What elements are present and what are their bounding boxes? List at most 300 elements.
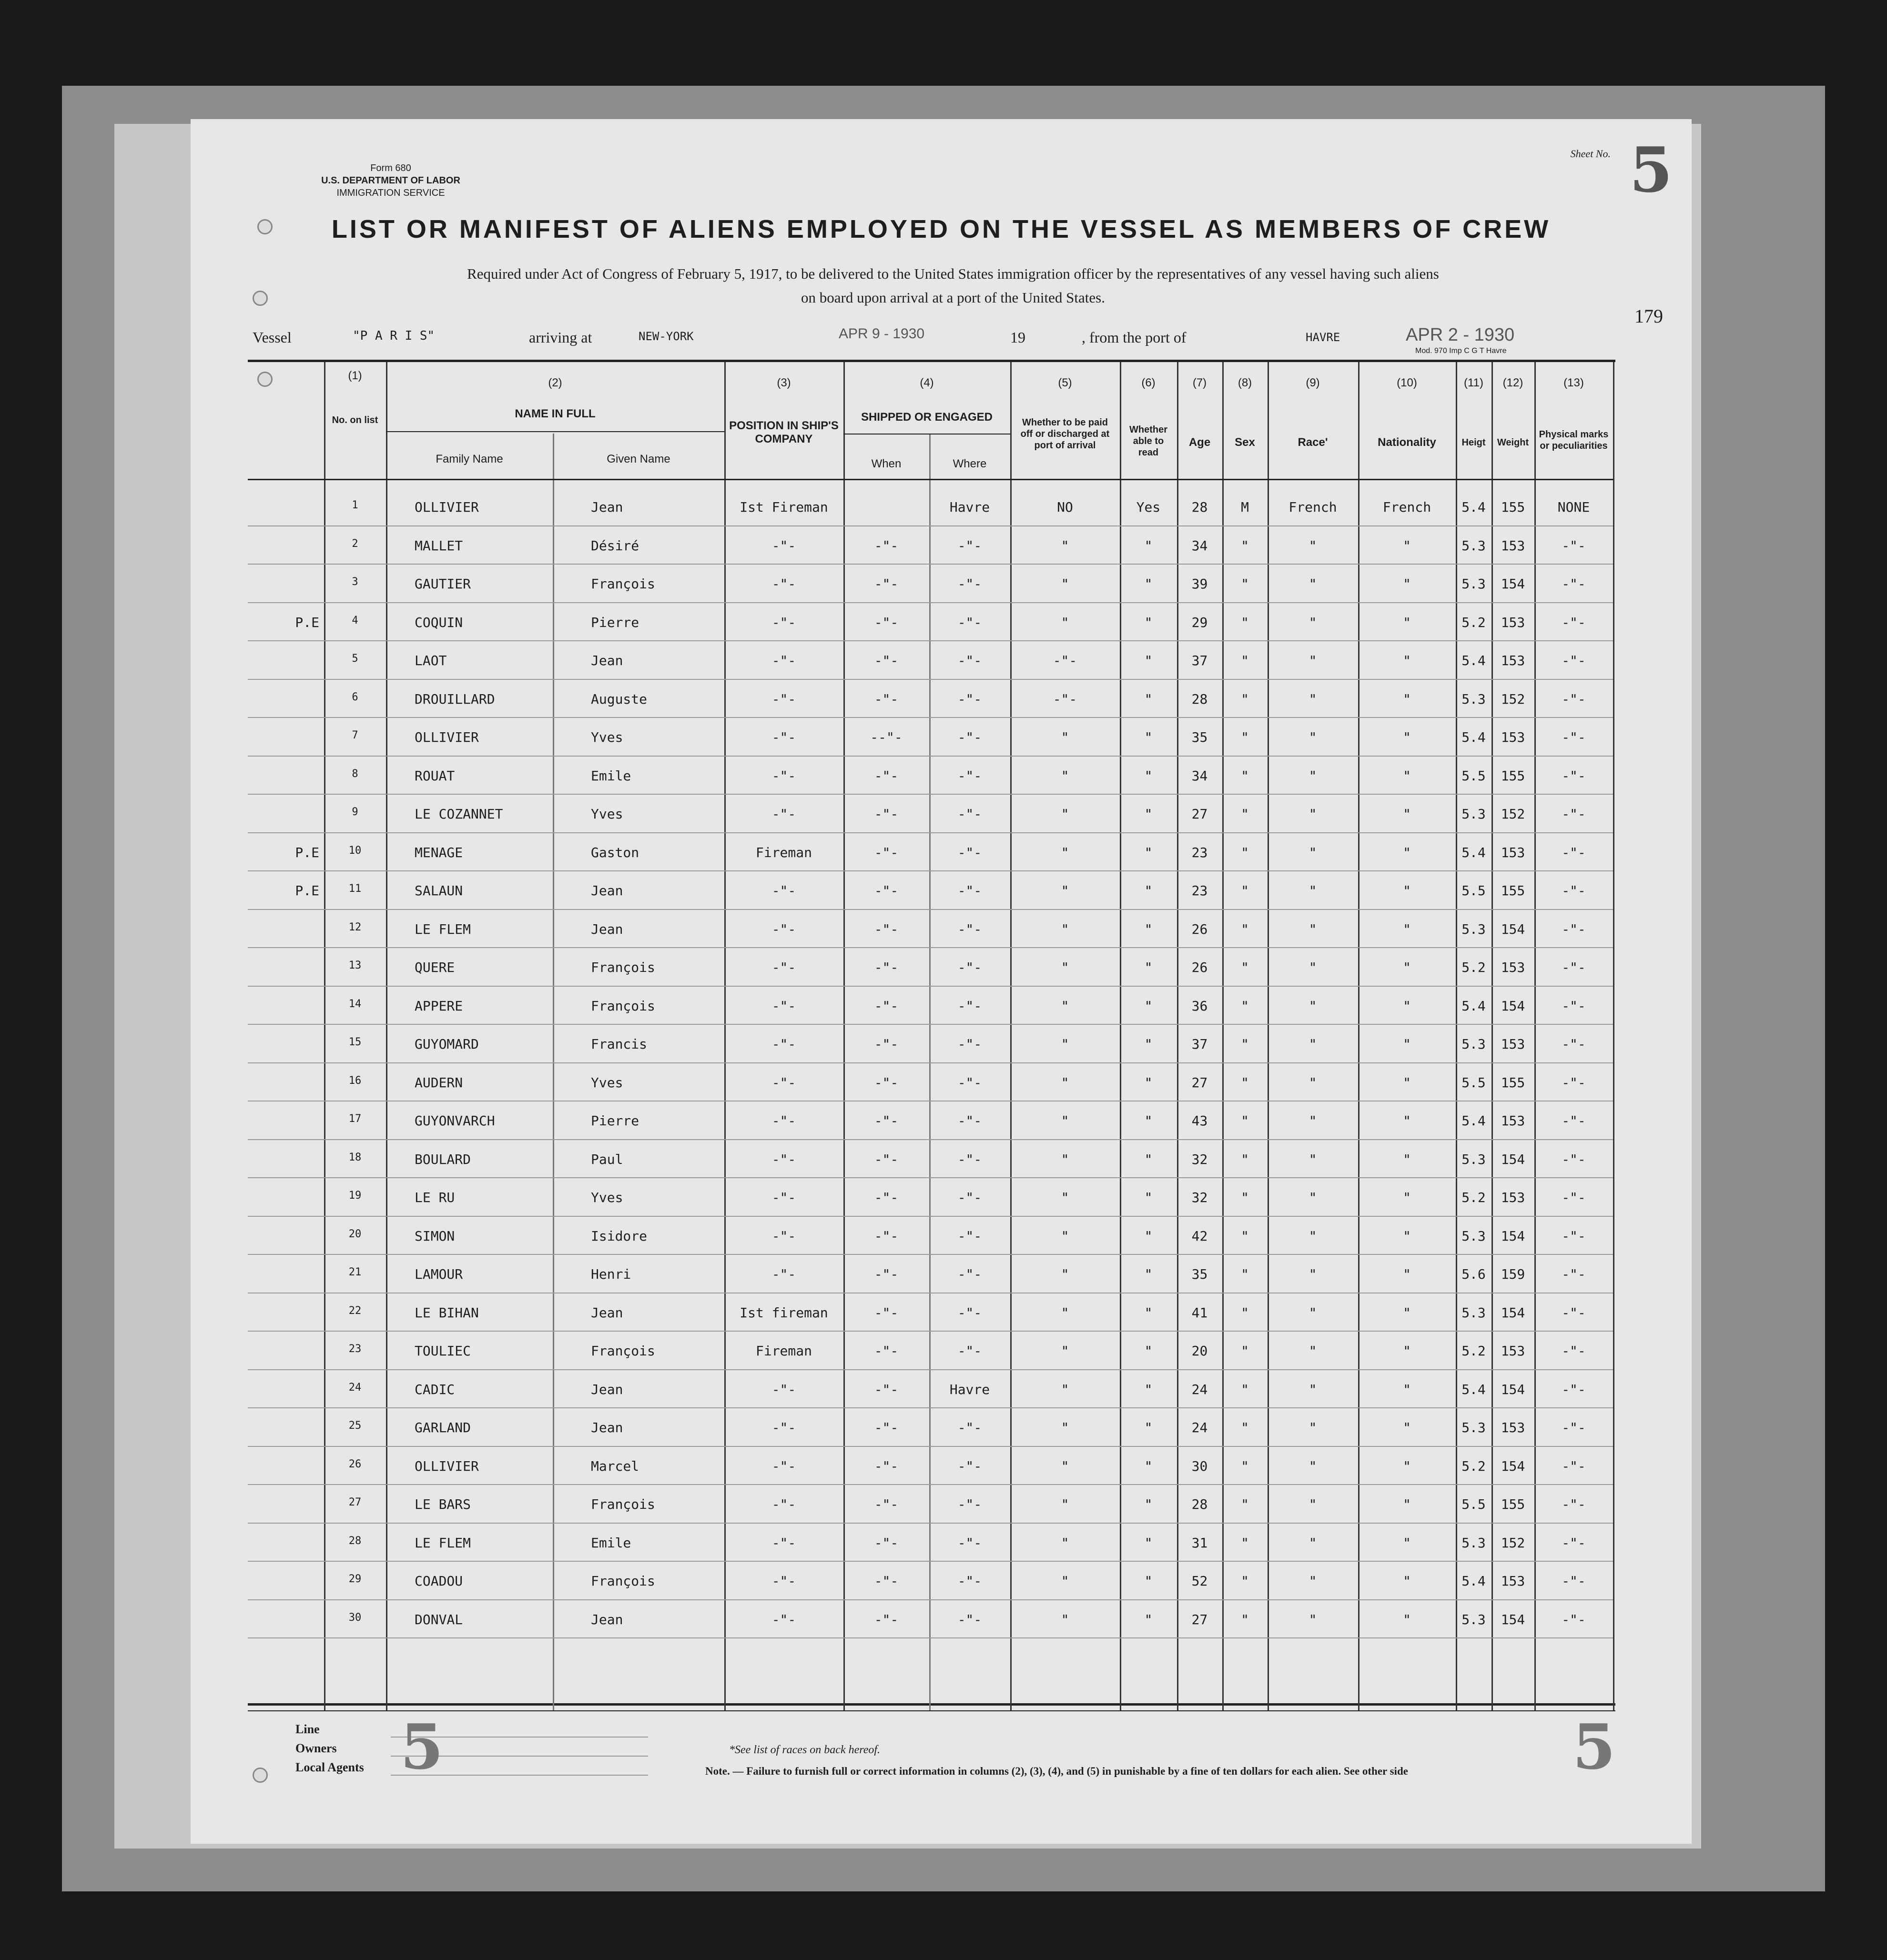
cell-marks: -"- bbox=[1562, 1266, 1586, 1282]
cell-when: -"- bbox=[874, 883, 899, 899]
cell-age: 31 bbox=[1191, 1535, 1208, 1551]
cell-weight: 154 bbox=[1501, 921, 1525, 937]
cell-paid: " bbox=[1061, 921, 1069, 937]
cell-sex: " bbox=[1241, 653, 1249, 668]
punch-hole bbox=[253, 291, 268, 306]
cell-sex: " bbox=[1241, 614, 1249, 630]
cell-weight: 153 bbox=[1501, 729, 1525, 745]
cell-paid: NO bbox=[1057, 499, 1073, 515]
cell-read: Yes bbox=[1136, 499, 1161, 515]
cell-given: Jean bbox=[591, 499, 623, 515]
cell-where: Havre bbox=[949, 499, 990, 515]
arriving-label: arriving at bbox=[529, 329, 592, 346]
table-bottom-rule-2 bbox=[248, 1710, 1615, 1711]
cell-age: 27 bbox=[1191, 1074, 1208, 1091]
cell-nationality: " bbox=[1403, 576, 1411, 592]
cell-no: 24 bbox=[348, 1381, 362, 1394]
cell-where: -"- bbox=[957, 576, 982, 592]
cell-paid: " bbox=[1061, 806, 1069, 822]
cell-when: -"- bbox=[874, 998, 899, 1014]
cell-age: 24 bbox=[1191, 1381, 1208, 1397]
cell-when: -"- bbox=[874, 576, 899, 592]
cell-weight: 152 bbox=[1501, 806, 1525, 822]
cell-given: Pierre bbox=[591, 1113, 639, 1129]
cell-weight: 155 bbox=[1501, 1074, 1525, 1091]
cell-age: 39 bbox=[1191, 576, 1208, 592]
row-rule bbox=[248, 1254, 1613, 1255]
cell-position: -"- bbox=[771, 1611, 796, 1627]
cell-weight: 152 bbox=[1501, 1535, 1525, 1551]
cell-age: 43 bbox=[1191, 1113, 1208, 1129]
cell-given: François bbox=[591, 1496, 655, 1512]
cell-weight: 153 bbox=[1501, 1420, 1525, 1435]
col-12-number: (12) bbox=[1502, 376, 1523, 389]
cell-where: -"- bbox=[957, 1113, 982, 1129]
cell-nationality: " bbox=[1403, 1304, 1411, 1321]
cell-read: " bbox=[1144, 1420, 1153, 1435]
cell-where: -"- bbox=[957, 1151, 982, 1167]
cell-no: 17 bbox=[348, 1113, 362, 1125]
cell-paid: " bbox=[1061, 1343, 1069, 1359]
cell-nationality: " bbox=[1403, 883, 1411, 899]
cell-position: -"- bbox=[771, 921, 796, 937]
cell-age: 37 bbox=[1191, 1036, 1208, 1052]
cell-no: 1 bbox=[352, 499, 358, 511]
header-subrule bbox=[386, 431, 724, 432]
cell-height: 5.4 bbox=[1461, 499, 1486, 515]
margin-note: P.E bbox=[295, 614, 319, 630]
cell-height: 5.3 bbox=[1461, 1420, 1486, 1435]
punch-hole bbox=[253, 1768, 268, 1783]
cell-where: Havre bbox=[949, 1381, 990, 1397]
cell-when: -"- bbox=[874, 1190, 899, 1205]
cell-marks: -"- bbox=[1562, 1190, 1586, 1205]
cell-age: 42 bbox=[1191, 1228, 1208, 1244]
cell-read: " bbox=[1144, 844, 1153, 860]
vessel-label: Vessel bbox=[253, 329, 292, 346]
cell-nationality: " bbox=[1403, 1036, 1411, 1052]
cell-age: 52 bbox=[1191, 1573, 1208, 1589]
local-agents-label: Local Agents bbox=[295, 1760, 364, 1774]
cell-no: 23 bbox=[348, 1343, 362, 1355]
cell-read: " bbox=[1144, 960, 1153, 975]
cell-paid: " bbox=[1061, 960, 1069, 975]
cell-when: -"- bbox=[874, 1074, 899, 1091]
when-header: When bbox=[871, 457, 902, 470]
service: IMMIGRATION SERVICE bbox=[336, 188, 445, 198]
cell-sex: " bbox=[1241, 768, 1249, 784]
col-divider bbox=[553, 434, 554, 1710]
cell-family: LE FLEM bbox=[415, 921, 471, 937]
cell-family: BOULARD bbox=[415, 1151, 471, 1167]
cell-height: 5.6 bbox=[1461, 1266, 1486, 1282]
sheet-label: Sheet No. bbox=[1570, 148, 1611, 160]
cell-position: -"- bbox=[771, 1190, 796, 1205]
row-rule bbox=[248, 640, 1613, 641]
cell-no: 8 bbox=[352, 768, 358, 780]
cell-given: François bbox=[591, 998, 655, 1014]
cell-position: -"- bbox=[771, 1228, 796, 1244]
cell-marks: -"- bbox=[1562, 921, 1586, 937]
cell-family: LAMOUR bbox=[415, 1266, 463, 1282]
given-name-header: Given Name bbox=[607, 453, 670, 465]
cell-family: GARLAND bbox=[415, 1420, 471, 1435]
cell-race: " bbox=[1309, 1036, 1317, 1052]
cell-sex: " bbox=[1241, 1074, 1249, 1091]
cell-read: " bbox=[1144, 1496, 1153, 1512]
cell-nationality: " bbox=[1403, 806, 1411, 822]
cell-marks: -"- bbox=[1562, 768, 1586, 784]
cell-nationality: " bbox=[1403, 614, 1411, 630]
col-11-number: (11) bbox=[1464, 376, 1483, 389]
cell-given: Jean bbox=[591, 1381, 623, 1397]
cell-no: 7 bbox=[352, 729, 358, 741]
cell-read: " bbox=[1144, 1381, 1153, 1397]
cell-where: -"- bbox=[957, 960, 982, 975]
line-label: Line bbox=[295, 1722, 320, 1736]
cell-weight: 153 bbox=[1501, 1343, 1525, 1359]
cell-where: -"- bbox=[957, 653, 982, 668]
cell-height: 5.3 bbox=[1461, 1304, 1486, 1321]
reference-number: 179 bbox=[1634, 305, 1663, 327]
cell-marks: -"- bbox=[1562, 729, 1586, 745]
cell-marks: -"- bbox=[1562, 1228, 1586, 1244]
cell-position: -"- bbox=[771, 537, 796, 554]
cell-age: 34 bbox=[1191, 768, 1208, 784]
cell-weight: 154 bbox=[1501, 576, 1525, 592]
cell-no: 21 bbox=[348, 1266, 362, 1278]
cell-given: Pierre bbox=[591, 614, 639, 630]
cell-read: " bbox=[1144, 1074, 1153, 1091]
row-rule bbox=[248, 1369, 1613, 1370]
cell-nationality: " bbox=[1403, 1266, 1411, 1282]
cell-marks: -"- bbox=[1562, 537, 1586, 554]
cell-when: -"- bbox=[874, 768, 899, 784]
cell-read: " bbox=[1144, 1151, 1153, 1167]
from-label: , from the port of bbox=[1082, 329, 1187, 346]
cell-no: 2 bbox=[352, 537, 358, 550]
cell-age: 27 bbox=[1191, 806, 1208, 822]
cell-when: -"- bbox=[874, 1381, 899, 1397]
cell-age: 35 bbox=[1191, 729, 1208, 745]
row-rule bbox=[248, 1331, 1613, 1332]
owners-label: Owners bbox=[295, 1741, 337, 1755]
row-rule bbox=[248, 1523, 1613, 1524]
cell-paid: " bbox=[1061, 1611, 1069, 1627]
cell-when: -"- bbox=[874, 1573, 899, 1589]
cell-height: 5.4 bbox=[1461, 1573, 1486, 1589]
row-rule bbox=[248, 1177, 1613, 1178]
cell-race: " bbox=[1309, 691, 1317, 707]
cell-where: -"- bbox=[957, 806, 982, 822]
cell-sex: " bbox=[1241, 1573, 1249, 1589]
cell-given: Henri bbox=[591, 1266, 631, 1282]
cell-sex: " bbox=[1241, 1420, 1249, 1435]
cell-where: -"- bbox=[957, 1074, 982, 1091]
cell-read: " bbox=[1144, 1304, 1153, 1321]
cell-position: -"- bbox=[771, 653, 796, 668]
cell-height: 5.3 bbox=[1461, 1611, 1486, 1627]
cell-family: MALLET bbox=[415, 537, 463, 554]
penalty-note: Note. — Failure to furnish full or correct information in columns (2), (3), (4), and (5) in punishable by a fine of ten dollars for each alien. See other side bbox=[705, 1765, 1408, 1777]
cell-paid: " bbox=[1061, 1304, 1069, 1321]
cell-race: " bbox=[1309, 1266, 1317, 1282]
cell-marks: -"- bbox=[1562, 1611, 1586, 1627]
col-10-number: (10) bbox=[1397, 376, 1417, 389]
cell-position: -"- bbox=[771, 1074, 796, 1091]
cell-read: " bbox=[1144, 614, 1153, 630]
cell-race: " bbox=[1309, 1496, 1317, 1512]
cell-race: " bbox=[1309, 921, 1317, 937]
cell-where: -"- bbox=[957, 1496, 982, 1512]
cell-age: 37 bbox=[1191, 653, 1208, 668]
row-rule bbox=[248, 947, 1613, 948]
cell-age: 34 bbox=[1191, 537, 1208, 554]
cell-marks: -"- bbox=[1562, 1381, 1586, 1397]
cell-nationality: " bbox=[1403, 1496, 1411, 1512]
cell-age: 23 bbox=[1191, 883, 1208, 899]
row-rule bbox=[248, 1024, 1613, 1025]
cell-nationality: " bbox=[1403, 921, 1411, 937]
cell-when: -"- bbox=[874, 1611, 899, 1627]
cell-paid: " bbox=[1061, 537, 1069, 554]
cell-marks: -"- bbox=[1562, 844, 1586, 860]
cell-read: " bbox=[1144, 1228, 1153, 1244]
from-port: HAVRE bbox=[1306, 331, 1340, 344]
cell-when: -"- bbox=[874, 1458, 899, 1474]
cell-read: " bbox=[1144, 921, 1153, 937]
cell-paid: -"- bbox=[1053, 691, 1077, 707]
position-header: POSITION IN SHIP'S COMPANY bbox=[729, 419, 839, 445]
cell-age: 28 bbox=[1191, 499, 1208, 515]
cell-age: 28 bbox=[1191, 691, 1208, 707]
cell-race: " bbox=[1309, 883, 1317, 899]
cell-age: 26 bbox=[1191, 960, 1208, 975]
cell-paid: -"- bbox=[1053, 653, 1077, 668]
cell-race: " bbox=[1309, 653, 1317, 668]
cell-when: -"- bbox=[874, 844, 899, 860]
cell-height: 5.3 bbox=[1461, 576, 1486, 592]
sex-header: Sex bbox=[1235, 436, 1255, 449]
cell-height: 5.4 bbox=[1461, 998, 1486, 1014]
cell-position: Fireman bbox=[755, 844, 812, 860]
cell-race: " bbox=[1309, 1611, 1317, 1627]
cell-no: 22 bbox=[348, 1304, 362, 1317]
race-header: Race' bbox=[1298, 436, 1328, 449]
cell-sex: " bbox=[1241, 537, 1249, 554]
cell-paid: " bbox=[1061, 1420, 1069, 1435]
row-rule bbox=[248, 756, 1613, 757]
cell-age: 29 bbox=[1191, 614, 1208, 630]
cell-no: 10 bbox=[348, 844, 362, 857]
cell-family: MENAGE bbox=[415, 844, 463, 860]
cell-marks: -"- bbox=[1562, 1573, 1586, 1589]
cell-marks: -"- bbox=[1562, 691, 1586, 707]
cell-nationality: " bbox=[1403, 1113, 1411, 1129]
cell-position: Fireman bbox=[755, 1343, 812, 1359]
cell-nationality: " bbox=[1403, 1611, 1411, 1627]
row-rule bbox=[248, 1637, 1613, 1638]
cell-weight: 153 bbox=[1501, 844, 1525, 860]
table-bottom-rule bbox=[248, 1703, 1615, 1706]
cell-given: François bbox=[591, 1343, 655, 1359]
cell-height: 5.2 bbox=[1461, 614, 1486, 630]
cell-marks: NONE bbox=[1557, 499, 1590, 515]
cell-where: -"- bbox=[957, 1535, 982, 1551]
cell-given: Isidore bbox=[591, 1228, 648, 1244]
cell-age: 26 bbox=[1191, 921, 1208, 937]
cell-race: " bbox=[1309, 1151, 1317, 1167]
cell-age: 32 bbox=[1191, 1151, 1208, 1167]
col-7-number: (7) bbox=[1192, 376, 1207, 389]
row-rule bbox=[248, 564, 1613, 565]
cell-when: -"- bbox=[874, 1420, 899, 1435]
manifest-page bbox=[191, 119, 1692, 1844]
cell-race: " bbox=[1309, 1573, 1317, 1589]
nationality-header: Nationality bbox=[1378, 436, 1436, 449]
cell-read: " bbox=[1144, 1036, 1153, 1052]
cell-marks: -"- bbox=[1562, 1420, 1586, 1435]
cell-nationality: " bbox=[1403, 1343, 1411, 1359]
col-divider bbox=[1613, 362, 1614, 1710]
cell-given: Jean bbox=[591, 653, 623, 668]
cell-given: Jean bbox=[591, 1611, 623, 1627]
cell-nationality: " bbox=[1403, 1228, 1411, 1244]
cell-race: " bbox=[1309, 844, 1317, 860]
cell-paid: " bbox=[1061, 576, 1069, 592]
cell-where: -"- bbox=[957, 1228, 982, 1244]
cell-paid: " bbox=[1061, 1458, 1069, 1474]
row-rule bbox=[248, 679, 1613, 680]
cell-where: -"- bbox=[957, 1190, 982, 1205]
cell-height: 5.3 bbox=[1461, 1151, 1486, 1167]
cell-weight: 155 bbox=[1501, 883, 1525, 899]
cell-marks: -"- bbox=[1562, 1458, 1586, 1474]
cell-marks: -"- bbox=[1562, 1151, 1586, 1167]
cell-when: -"- bbox=[874, 1151, 899, 1167]
cell-paid: " bbox=[1061, 729, 1069, 745]
name-in-full-header: NAME IN FULL bbox=[515, 407, 596, 420]
punch-hole bbox=[257, 219, 273, 234]
cell-no: 12 bbox=[348, 921, 362, 933]
cell-sex: " bbox=[1241, 729, 1249, 745]
col-5-number: (5) bbox=[1058, 376, 1072, 389]
cell-height: 5.2 bbox=[1461, 960, 1486, 975]
cell-sex: M bbox=[1241, 499, 1249, 515]
cell-race: " bbox=[1309, 729, 1317, 745]
cell-sex: " bbox=[1241, 1266, 1249, 1282]
cell-given: Désiré bbox=[591, 537, 639, 554]
page-title: LIST OR MANIFEST OF ALIENS EMPLOYED ON THE VESSEL AS MEMBERS OF CREW bbox=[331, 215, 1551, 243]
cell-position: -"- bbox=[771, 614, 796, 630]
cell-read: " bbox=[1144, 806, 1153, 822]
cell-given: François bbox=[591, 1573, 655, 1589]
cell-height: 5.5 bbox=[1461, 1074, 1486, 1091]
cell-family: COADOU bbox=[415, 1573, 463, 1589]
cell-nationality: " bbox=[1403, 1458, 1411, 1474]
cell-weight: 153 bbox=[1501, 1573, 1525, 1589]
cell-position: -"- bbox=[771, 998, 796, 1014]
cell-weight: 153 bbox=[1501, 537, 1525, 554]
paid-off-header: Whether to be paid off or discharged at port of arrival bbox=[1020, 417, 1110, 451]
cell-when: -"- bbox=[874, 806, 899, 822]
department: U.S. DEPARTMENT OF LABOR bbox=[321, 175, 460, 186]
cell-age: 35 bbox=[1191, 1266, 1208, 1282]
cell-race: " bbox=[1309, 1458, 1317, 1474]
cell-paid: " bbox=[1061, 1381, 1069, 1397]
cell-when: -"- bbox=[874, 1304, 899, 1321]
cell-nationality: " bbox=[1403, 768, 1411, 784]
cell-age: 32 bbox=[1191, 1190, 1208, 1205]
cell-given: Yves bbox=[591, 1190, 623, 1205]
cell-family: SIMON bbox=[415, 1228, 455, 1244]
cell-nationality: " bbox=[1403, 1535, 1411, 1551]
cell-no: 5 bbox=[352, 653, 358, 665]
col-8-number: (8) bbox=[1238, 376, 1252, 389]
printer-note: Mod. 970 Imp C G T Havre bbox=[1415, 347, 1507, 355]
marks-header: Physical marks or peculiarities bbox=[1539, 429, 1609, 451]
cell-paid: " bbox=[1061, 1535, 1069, 1551]
cell-race: " bbox=[1309, 576, 1317, 592]
cell-no: 28 bbox=[348, 1535, 362, 1547]
where-header: Where bbox=[953, 457, 987, 470]
cell-given: Jean bbox=[591, 1420, 623, 1435]
cell-sex: " bbox=[1241, 1151, 1249, 1167]
cell-marks: -"- bbox=[1562, 1304, 1586, 1321]
cell-sex: " bbox=[1241, 1458, 1249, 1474]
cell-no: 29 bbox=[348, 1573, 362, 1585]
able-read-header: Whether able to read bbox=[1129, 424, 1167, 458]
col-9-number: (9) bbox=[1306, 376, 1320, 389]
cell-given: Marcel bbox=[591, 1458, 639, 1474]
cell-given: Jean bbox=[591, 1304, 623, 1321]
cell-paid: " bbox=[1061, 844, 1069, 860]
cell-marks: -"- bbox=[1562, 1113, 1586, 1129]
cell-race: " bbox=[1309, 1535, 1317, 1551]
cell-where: -"- bbox=[957, 1036, 982, 1052]
col-3-number: (3) bbox=[777, 376, 791, 389]
table-top-rule bbox=[248, 360, 1615, 362]
cell-weight: 152 bbox=[1501, 691, 1525, 707]
cell-race: " bbox=[1309, 998, 1317, 1014]
cell-family: GAUTIER bbox=[415, 576, 471, 592]
cell-family: APPERE bbox=[415, 998, 463, 1014]
cell-height: 5.4 bbox=[1461, 844, 1486, 860]
row-rule bbox=[248, 602, 1613, 603]
weight-header: Weight bbox=[1497, 437, 1529, 448]
cell-position: -"- bbox=[771, 806, 796, 822]
cell-nationality: French bbox=[1382, 499, 1431, 515]
cell-family: OLLIVIER bbox=[415, 1458, 479, 1474]
cell-where: -"- bbox=[957, 614, 982, 630]
cell-height: 5.5 bbox=[1461, 1496, 1486, 1512]
cell-no: 11 bbox=[348, 883, 362, 895]
row-rule bbox=[248, 1484, 1613, 1485]
cell-where: -"- bbox=[957, 1458, 982, 1474]
cell-family: TOULIEC bbox=[415, 1343, 471, 1359]
cell-paid: " bbox=[1061, 1036, 1069, 1052]
cell-position: -"- bbox=[771, 1266, 796, 1282]
margin-note: P.E bbox=[295, 844, 319, 860]
cell-race: " bbox=[1309, 1420, 1317, 1435]
cell-age: 41 bbox=[1191, 1304, 1208, 1321]
cell-sex: " bbox=[1241, 844, 1249, 860]
cell-position: -"- bbox=[771, 960, 796, 975]
departure-stamp: APR 2 - 1930 bbox=[1406, 325, 1515, 345]
cell-no: 4 bbox=[352, 614, 358, 626]
cell-family: DROUILLARD bbox=[415, 691, 495, 707]
punch-hole bbox=[257, 372, 273, 387]
